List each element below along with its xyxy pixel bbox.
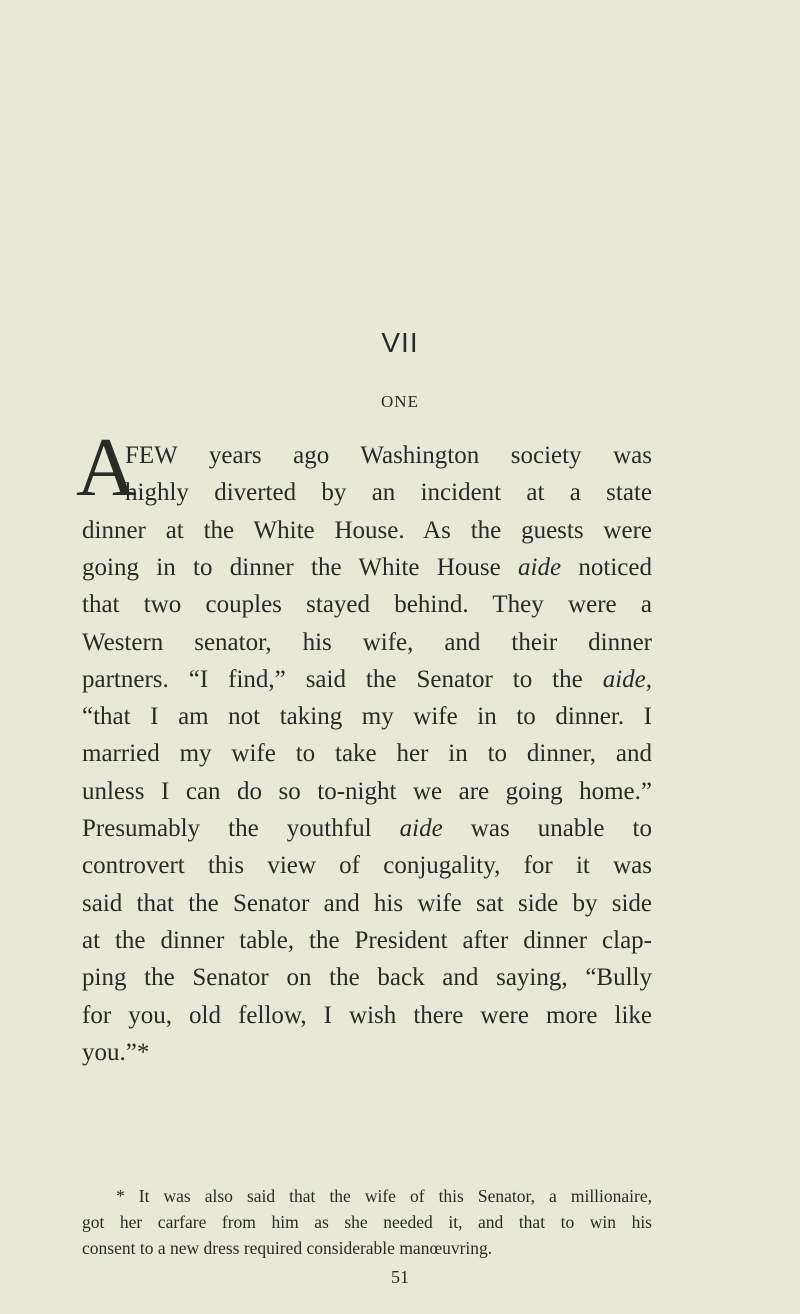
body-line: highly diverted by an incident at a state [125,479,652,507]
body-line: unless I can do so to-night we are going home.” [82,777,652,805]
footnote-line: consent to a new dress required considerable manœuvring. [82,1238,493,1258]
body-line: married my wife to take her in to dinner, and [82,740,652,768]
body-line: that two couples stayed behind. They were a [82,591,652,619]
body-line: partners. “I find,” said the Senator to the aide, [82,665,652,693]
body-line: at the dinner table, the President after dinner clap- [82,926,652,954]
body-line: going in to dinner the White House aide noticed [82,553,652,581]
footnote-line: got her carfare from him as she needed it, and that to win his [82,1212,652,1232]
body-line: FEW years ago Washington society was [125,442,652,469]
body-line: for you, old fellow, I wish there were more like [82,1001,652,1029]
body-line: “that I am not taking my wife in to dinner. I [82,703,652,731]
body-line: dinner at the White House. As the guests were [82,516,652,544]
body-line: ping the Senator on the back and saying, “Bully [82,964,652,992]
section-title: ONE [381,392,419,411]
chapter-number: VII [381,327,419,358]
drop-cap: A [76,421,137,514]
body-line: you.”* [82,1038,150,1066]
page-number: 51 [391,1267,409,1287]
body-line: controvert this view of conjugality, for it was [82,852,652,880]
body-line: said that the Senator and his wife sat side by side [82,889,652,917]
body-line: Western senator, his wife, and their dinner [82,628,652,656]
body-line: Presumably the youthful aide was unable to [82,815,652,842]
footnote-line: * It was also said that the wife of this Senator, a millionaire, [116,1186,652,1206]
